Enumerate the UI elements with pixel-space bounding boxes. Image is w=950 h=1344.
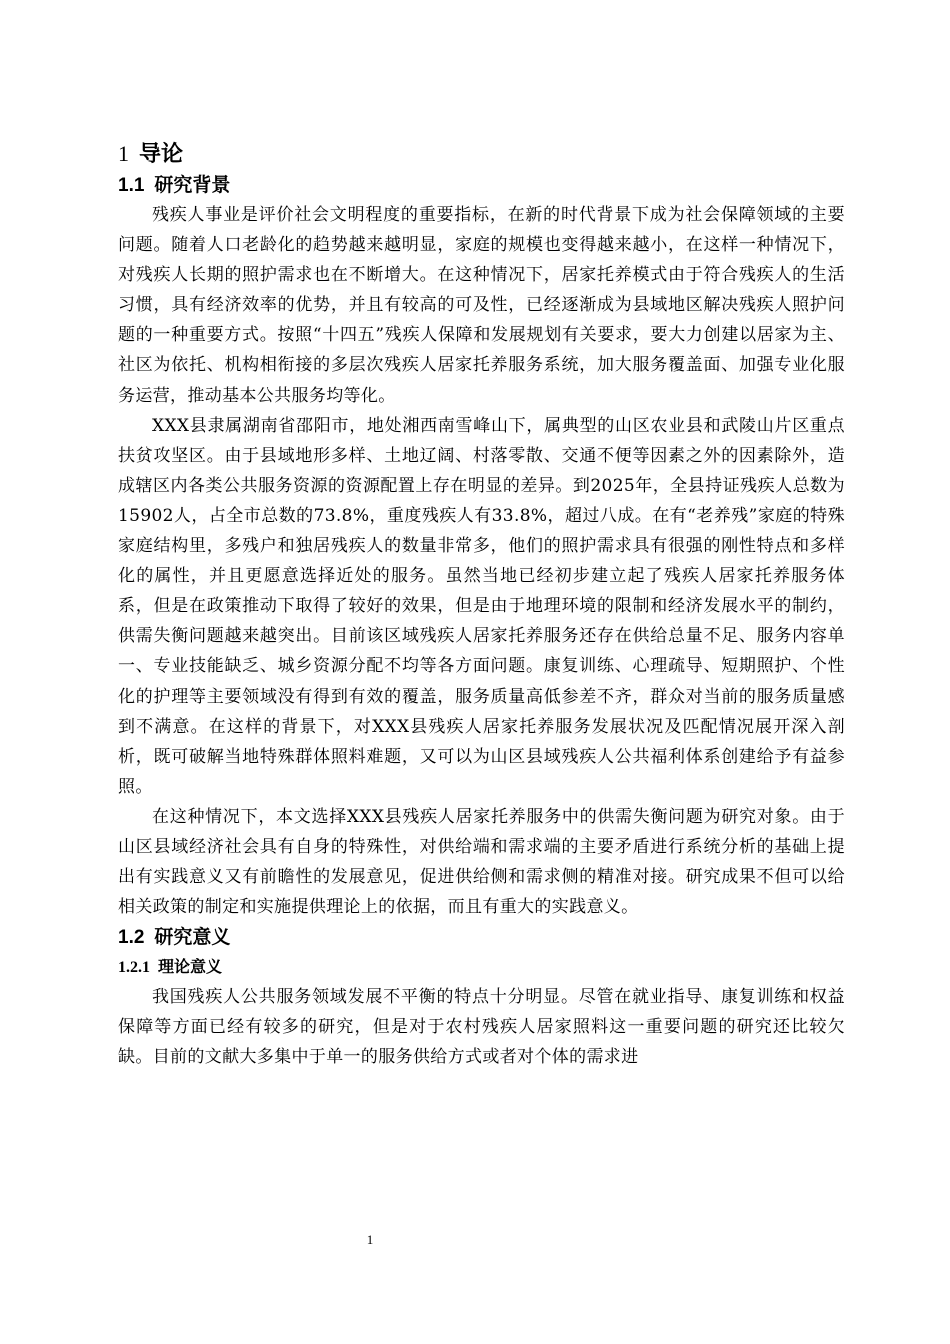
chapter-title: 导论 (139, 142, 184, 167)
subsection-heading-1-2-1 (118, 952, 845, 982)
paragraph: 我国残疾人公共服务领域发展不平衡的特点十分明显。尽管在就业指导、康复训练和权益保障等方面已经有较多的研究，但是对于农村残疾人居家照料这一重要问题的研究还比较欠缺。目前的文献大多集中于单一的服务供给方式或者对个体的需求进 (118, 987, 845, 1068)
subsection-title: 理论意义 (158, 957, 223, 977)
section-title: 研究意义 (154, 926, 231, 949)
document-body (118, 138, 845, 1073)
paragraph: XXX县隶属湖南省邵阳市，地处湘西南雪峰山下，属典型的山区农业县和武陵山片区重点扶贫攻坚区。由于县域地形多样、土地辽阔、村落零散、交通不便等因素之外的因素除外，造成辖区内各类公共服务资源的资源配置上存在明显的差异。到2025年，全县持证残疾人总数为15902人，占全市总数的73.8%，重度残疾人有33.8%，超过八成。在有“老养残”家庭的特殊家庭结构里，多残户和独居残疾人的数量非常多，他们的照护需求具有很强的刚性特点和多样化的属性，并且更愿意选择近处的服务。虽然当地已经初步建立起了残疾人居家托养服务体系，但是在政策推动下取得了较好的效果，但是由于地理环境的限制和经济发展水平的制约，供需失衡问题越来越突出。目前该区域残疾人居家托养服务还存在供给总量不足、服务内容单一、专业技能缺乏、城乡资源分配不均等各方面问题。康复训练、心理疏导、短期照护、个性化的护理等主要领域没有得到有效的覆盖，服务质量高低参差不齐，群众对当前的服务质量感到不满意。在这样的背景下，对XXX县残疾人居家托养服务发展状况及匹配情况展开深入剖析，既可破解当地特殊群体照料难题，又可以为山区县域残疾人公共福利体系创建给予有益参照。 (118, 415, 845, 797)
section-number: 1.1 (118, 175, 145, 196)
paragraph: 在这种情况下，本文选择XXX县残疾人居家托养服务中的供需失衡问题为研究对象。由于山区县域经济社会具有自身的特殊性，对供给端和需求端的主要矛盾进行系统分析的基础上提出有实践意义又有前瞻性的发展意见，促进供给侧和需求侧的精准对接。研究成果不但可以给相关政策的制定和实施提供理论上的依据，而且有重大的实践意义。 (118, 806, 845, 918)
section-number: 1.2 (118, 927, 145, 949)
chapter-heading (118, 138, 845, 170)
chapter-number: 1 (118, 141, 129, 166)
subsection-number: 1.2.1 (118, 959, 150, 977)
page-number: 1 (366, 1232, 374, 1247)
section-title: 研究背景 (154, 174, 231, 196)
section-heading-1-1 (118, 170, 845, 200)
section-heading-1-2 (118, 922, 845, 952)
paragraph: 残疾人事业是评价社会文明程度的重要指标，在新的时代背景下成为社会保障领域的主要问题。随着人口老龄化的趋势越来越明显，家庭的规模也变得越来越小，在这样一种情况下，对残疾人长期的照护需求也在不断增大。在这种情况下，居家托养模式由于符合残疾人的生活习惯，具有经济效率的优势，并且有较高的可及性，已经逐渐成为县域地区解决残疾人照护问题的一种重要方式。按照“十四五”残疾人保障和发展规划有关要求，要大力创建以居家为主、社区为依托、机构相衔接的多层次残疾人居家托养服务系统，加大服务覆盖面、加强专业化服务运营，推动基本公共服务均等化。 (118, 205, 845, 406)
